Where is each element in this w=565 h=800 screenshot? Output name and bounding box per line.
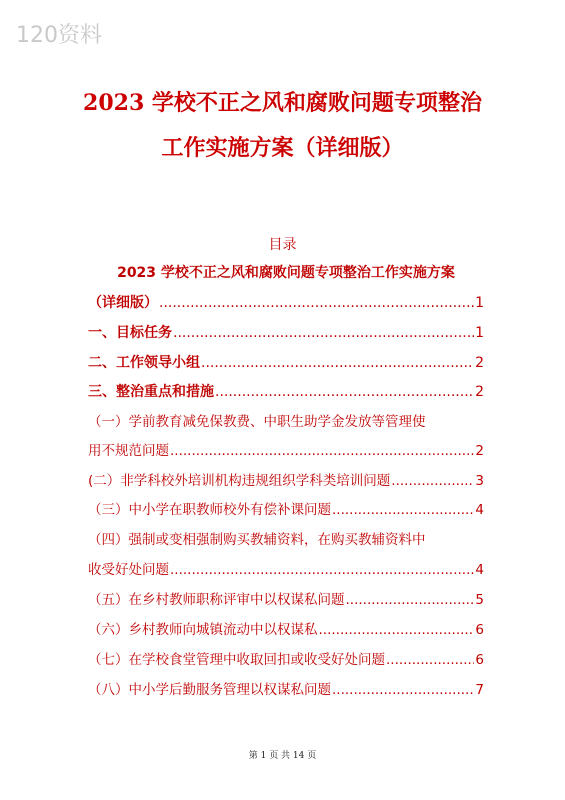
toc-entry-text: （三）中小学在职教师校外有偿补课问题 bbox=[88, 502, 331, 518]
toc-page-number: 1 bbox=[475, 325, 484, 341]
toc-entry-text: （一）学前教育减免保教费、中职生助学金发放等管理使 bbox=[88, 414, 426, 430]
toc-leader-dots bbox=[391, 473, 474, 489]
toc-entry[interactable] bbox=[88, 292, 484, 314]
toc-entry[interactable] bbox=[88, 528, 484, 550]
toc-leader-dots bbox=[201, 355, 474, 371]
toc-page-number: 5 bbox=[475, 592, 484, 608]
toc-leader-dots bbox=[215, 384, 474, 400]
toc-entry-text: 2023 学校不正之风和腐败问题专项整治工作实施方案 bbox=[117, 265, 455, 281]
toc-heading: 目录 bbox=[268, 237, 297, 253]
toc-page-number: 2 bbox=[475, 384, 484, 400]
toc-entry[interactable] bbox=[88, 498, 484, 520]
toc-entry-text: （六）乡村教师向城镇流动中以权谋私 bbox=[88, 622, 318, 638]
toc-entry[interactable] bbox=[88, 262, 484, 284]
toc-entry-text: 收受好处问题 bbox=[88, 562, 169, 578]
toc-entry[interactable] bbox=[88, 648, 484, 670]
toc-leader-dots bbox=[319, 622, 475, 638]
toc-leader-dots bbox=[173, 325, 474, 341]
page-footer: 第 1 页 共 14 页 bbox=[248, 751, 317, 761]
document-title-line-2: 工作实施方案（详细版） bbox=[161, 135, 404, 161]
toc-leader-dots bbox=[170, 562, 474, 578]
toc-page-number: 2 bbox=[475, 443, 484, 459]
toc-page-number: 6 bbox=[475, 622, 484, 638]
toc-entry[interactable] bbox=[88, 618, 484, 640]
toc-entry[interactable] bbox=[88, 558, 484, 580]
toc-entry-text: (二）非学科校外培训机构违规组织学科类培训问题 bbox=[88, 473, 391, 489]
toc-leader-dots bbox=[159, 295, 474, 311]
toc-entry[interactable] bbox=[88, 678, 484, 700]
toc-leader-dots bbox=[386, 652, 474, 668]
toc-entry-text: （详细版） bbox=[88, 295, 158, 311]
toc-page-number: 3 bbox=[475, 473, 484, 489]
toc-page-number: 1 bbox=[475, 295, 484, 311]
toc-page-number: 4 bbox=[475, 562, 484, 578]
toc-entry-text: 三、整治重点和措施 bbox=[88, 384, 214, 400]
toc-entry-text: 二、工作领导小组 bbox=[88, 355, 200, 371]
toc-entry-text: 用不规范问题 bbox=[88, 443, 169, 459]
toc-entry-text: （八）中小学后勤服务管理以权谋私问题 bbox=[88, 682, 331, 698]
watermark: 120资料 bbox=[16, 23, 102, 48]
toc-leader-dots bbox=[170, 443, 474, 459]
toc-entry[interactable] bbox=[88, 410, 484, 432]
toc-entry-text: （四）强制或变相强制购买教辅资料，在购买教辅资料中 bbox=[88, 532, 426, 548]
toc-entry-text: （七）在学校食堂管理中收取回扣或收受好处问题 bbox=[88, 652, 385, 668]
toc-entry[interactable] bbox=[88, 588, 484, 610]
toc-page-number: 2 bbox=[475, 355, 484, 371]
toc-entry[interactable] bbox=[88, 322, 484, 344]
toc-page-number: 4 bbox=[475, 502, 484, 518]
toc-leader-dots bbox=[332, 682, 474, 698]
toc-leader-dots bbox=[346, 592, 475, 608]
document-title-line-1: 2023 学校不正之风和腐败问题专项整治 bbox=[83, 90, 482, 116]
toc-page-number: 6 bbox=[475, 652, 484, 668]
toc-entry[interactable] bbox=[88, 352, 484, 374]
toc-entry-text: （五）在乡村教师职称评审中以权谋私问题 bbox=[88, 592, 345, 608]
toc-page-number: 7 bbox=[475, 682, 484, 698]
toc-entry[interactable] bbox=[88, 439, 484, 461]
toc-entry-text: 一、目标任务 bbox=[88, 325, 172, 341]
toc-entry[interactable] bbox=[88, 469, 484, 491]
toc-leader-dots bbox=[332, 502, 474, 518]
toc-entry[interactable] bbox=[88, 381, 484, 403]
